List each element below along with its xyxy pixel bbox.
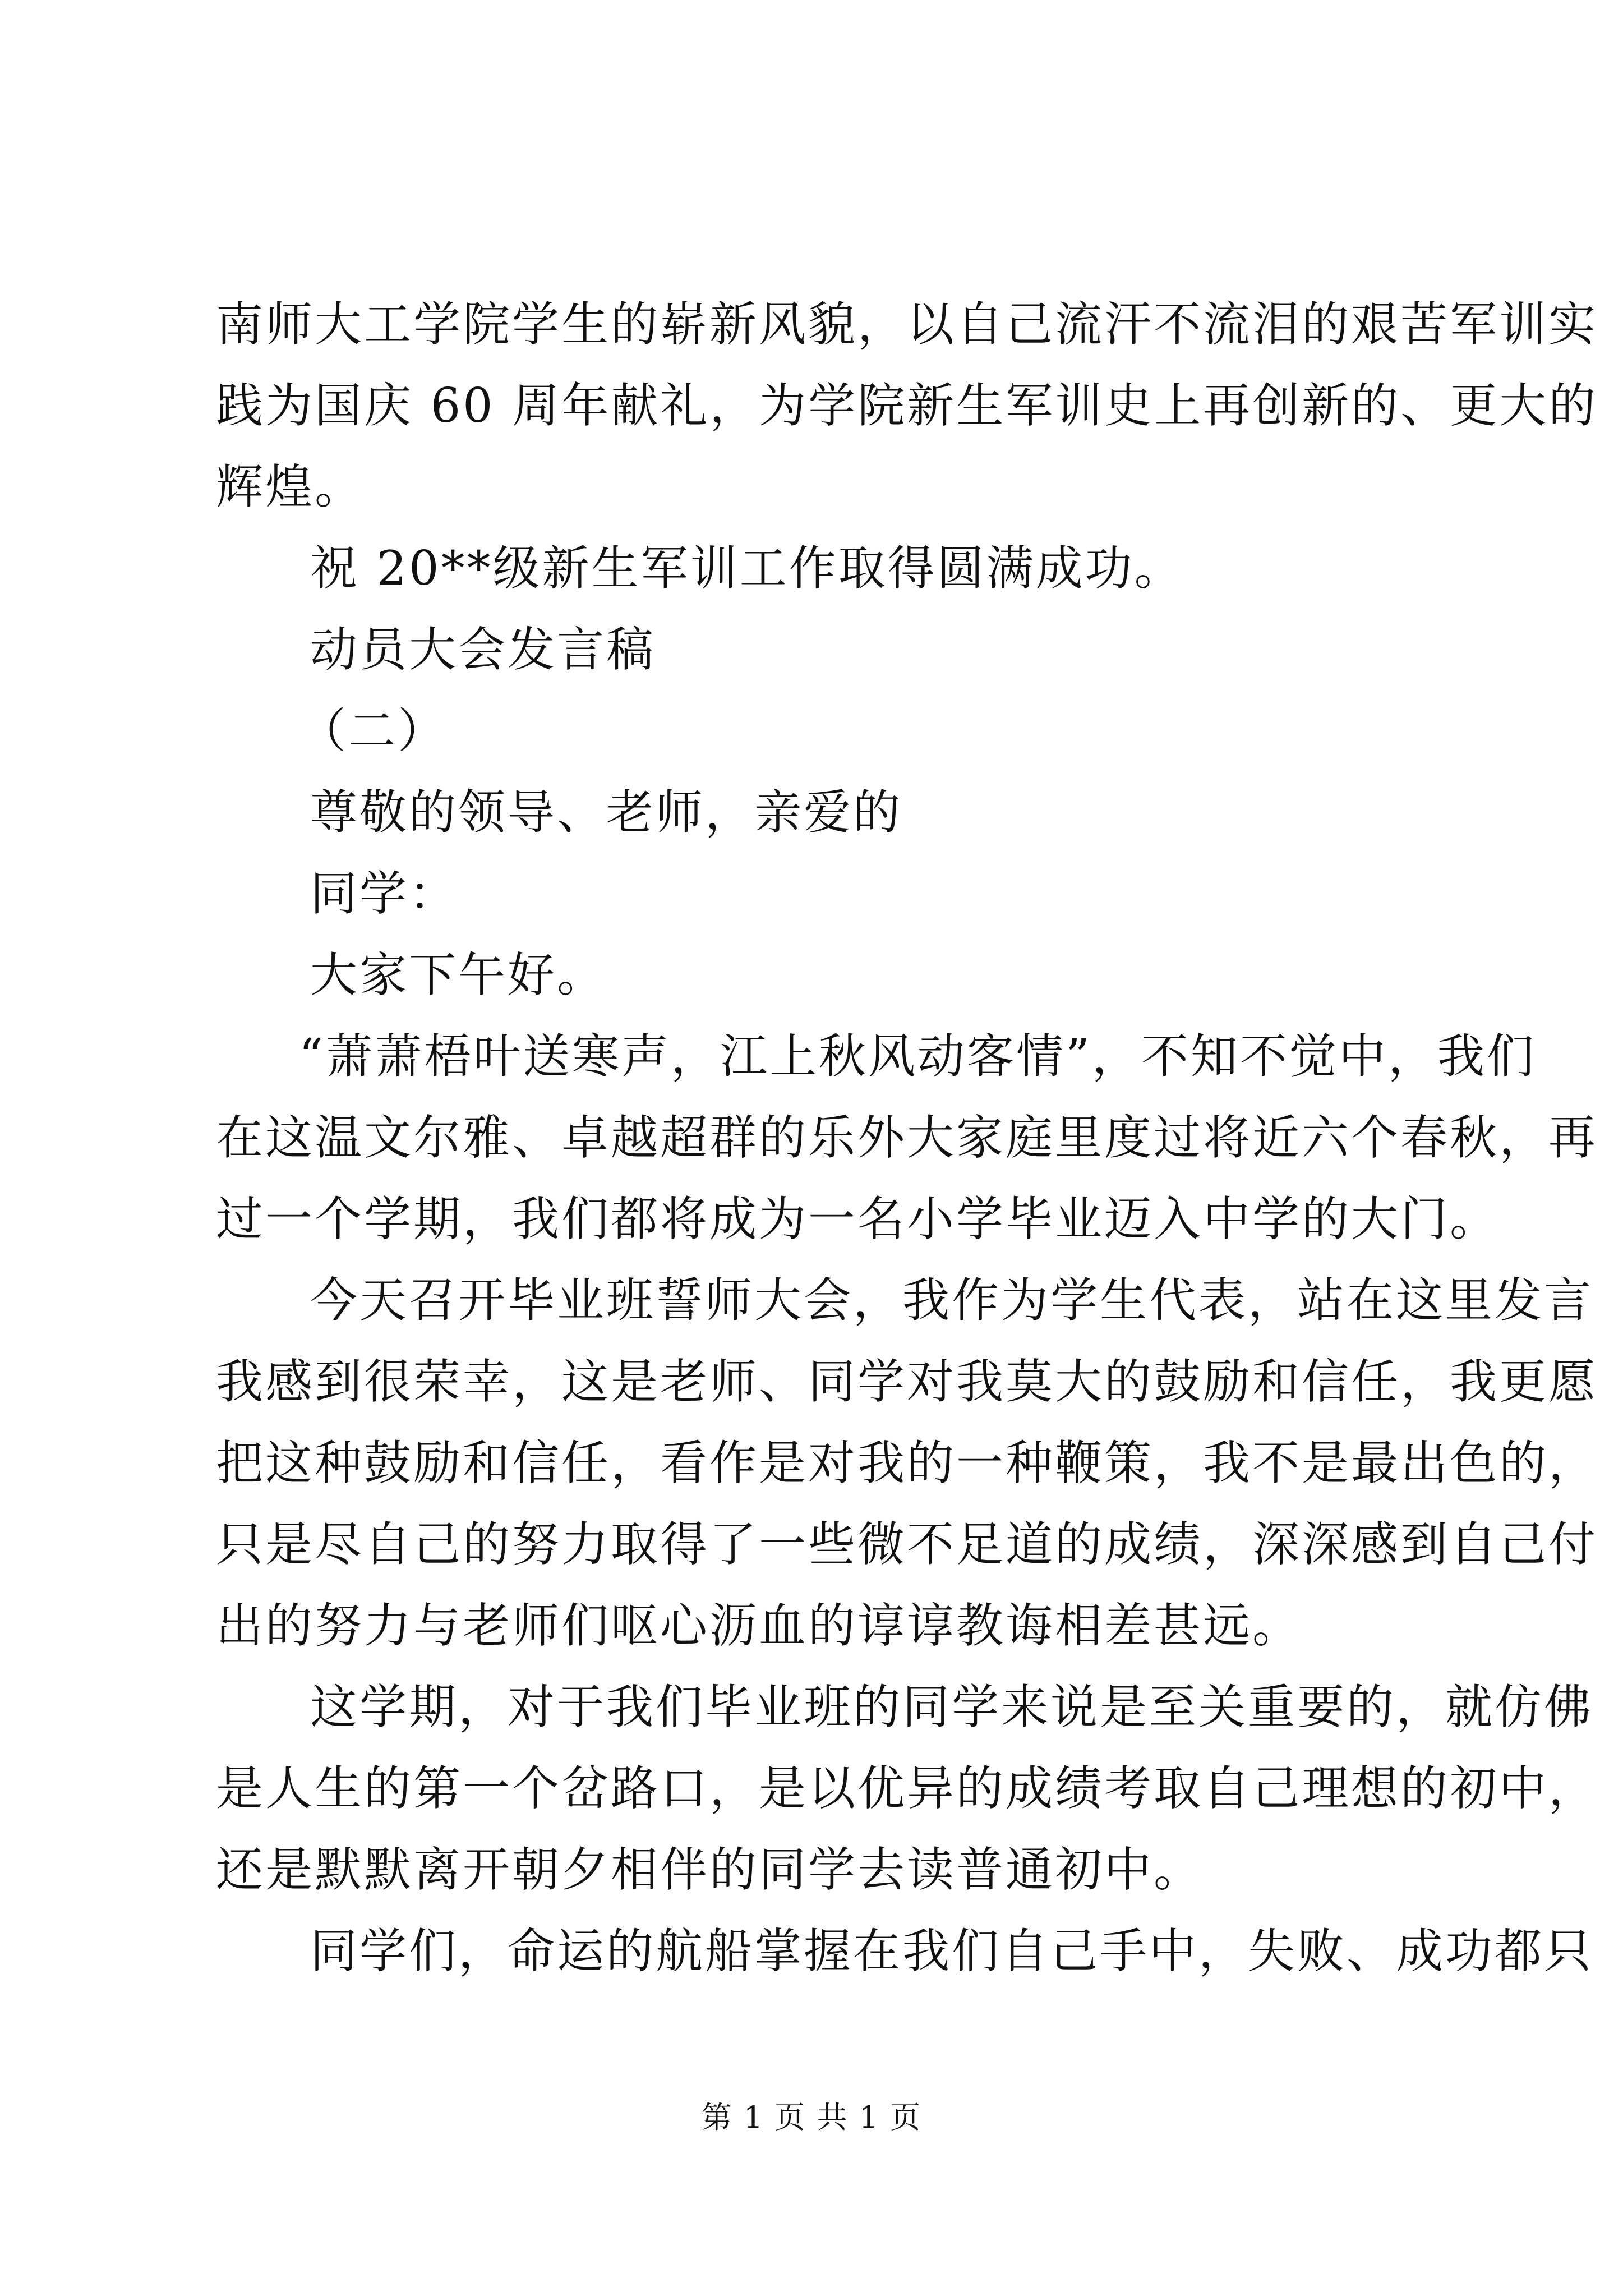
text-line: 践为国庆 60 周年献礼，为学院新生军训史上再创新的、更大的	[216, 378, 1598, 433]
text-line: 南师大工学院学生的崭新风貌，以自己流汗不流泪的艰苦军训实	[216, 297, 1598, 352]
text-line: 我感到很荣幸，这是老师、同学对我莫大的鼓励和信任，我更愿	[216, 1354, 1598, 1409]
greeting-line: 大家下午好。	[310, 947, 607, 1002]
salutation-line: 尊敬的领导、老师，亲爱的	[310, 785, 903, 840]
text-line: “萧萧梧叶送寒声，江上秋风动客情”，不知不觉中，我们	[299, 1029, 1536, 1084]
text-line: 还是默默离开朝夕相伴的同学去读普通初中。	[216, 1842, 1204, 1897]
page-footer: 第 1 页 共 1 页	[701, 2100, 922, 2135]
text-line: 把这种鼓励和信任，看作是对我的一种鞭策，我不是最出色的，	[216, 1435, 1598, 1490]
salutation-line: 同学：	[310, 866, 459, 921]
text-line: 这学期，对于我们毕业班的同学来说是至关重要的，就仿佛	[310, 1680, 1594, 1734]
text-line: 同学们，命运的航船掌握在我们自己手中，失败、成功都只	[310, 1924, 1594, 1978]
text-line: 今天召开毕业班誓师大会，我作为学生代表，站在这里发言	[310, 1273, 1594, 1328]
section-number: （二）	[299, 703, 448, 758]
text-line: 出的努力与老师们呕心沥血的谆谆教诲相差甚远。	[216, 1598, 1302, 1653]
section-title: 动员大会发言稿	[310, 622, 656, 677]
text-line: 祝 20**级新生军训工作取得圆满成功。	[310, 541, 1184, 596]
text-line: 只是尽自己的努力取得了一些微不足道的成绩，深深感到自己付	[216, 1517, 1598, 1572]
text-line: 辉煌。	[216, 459, 365, 514]
text-line: 在这温文尔雅、卓越超群的乐外大家庭里度过将近六个春秋，再	[216, 1110, 1598, 1165]
text-line: 是人生的第一个岔路口，是以优异的成绩考取自己理想的初中，	[216, 1761, 1598, 1816]
text-line: 过一个学期，我们都将成为一名小学毕业迈入中学的大门。	[216, 1191, 1500, 1246]
